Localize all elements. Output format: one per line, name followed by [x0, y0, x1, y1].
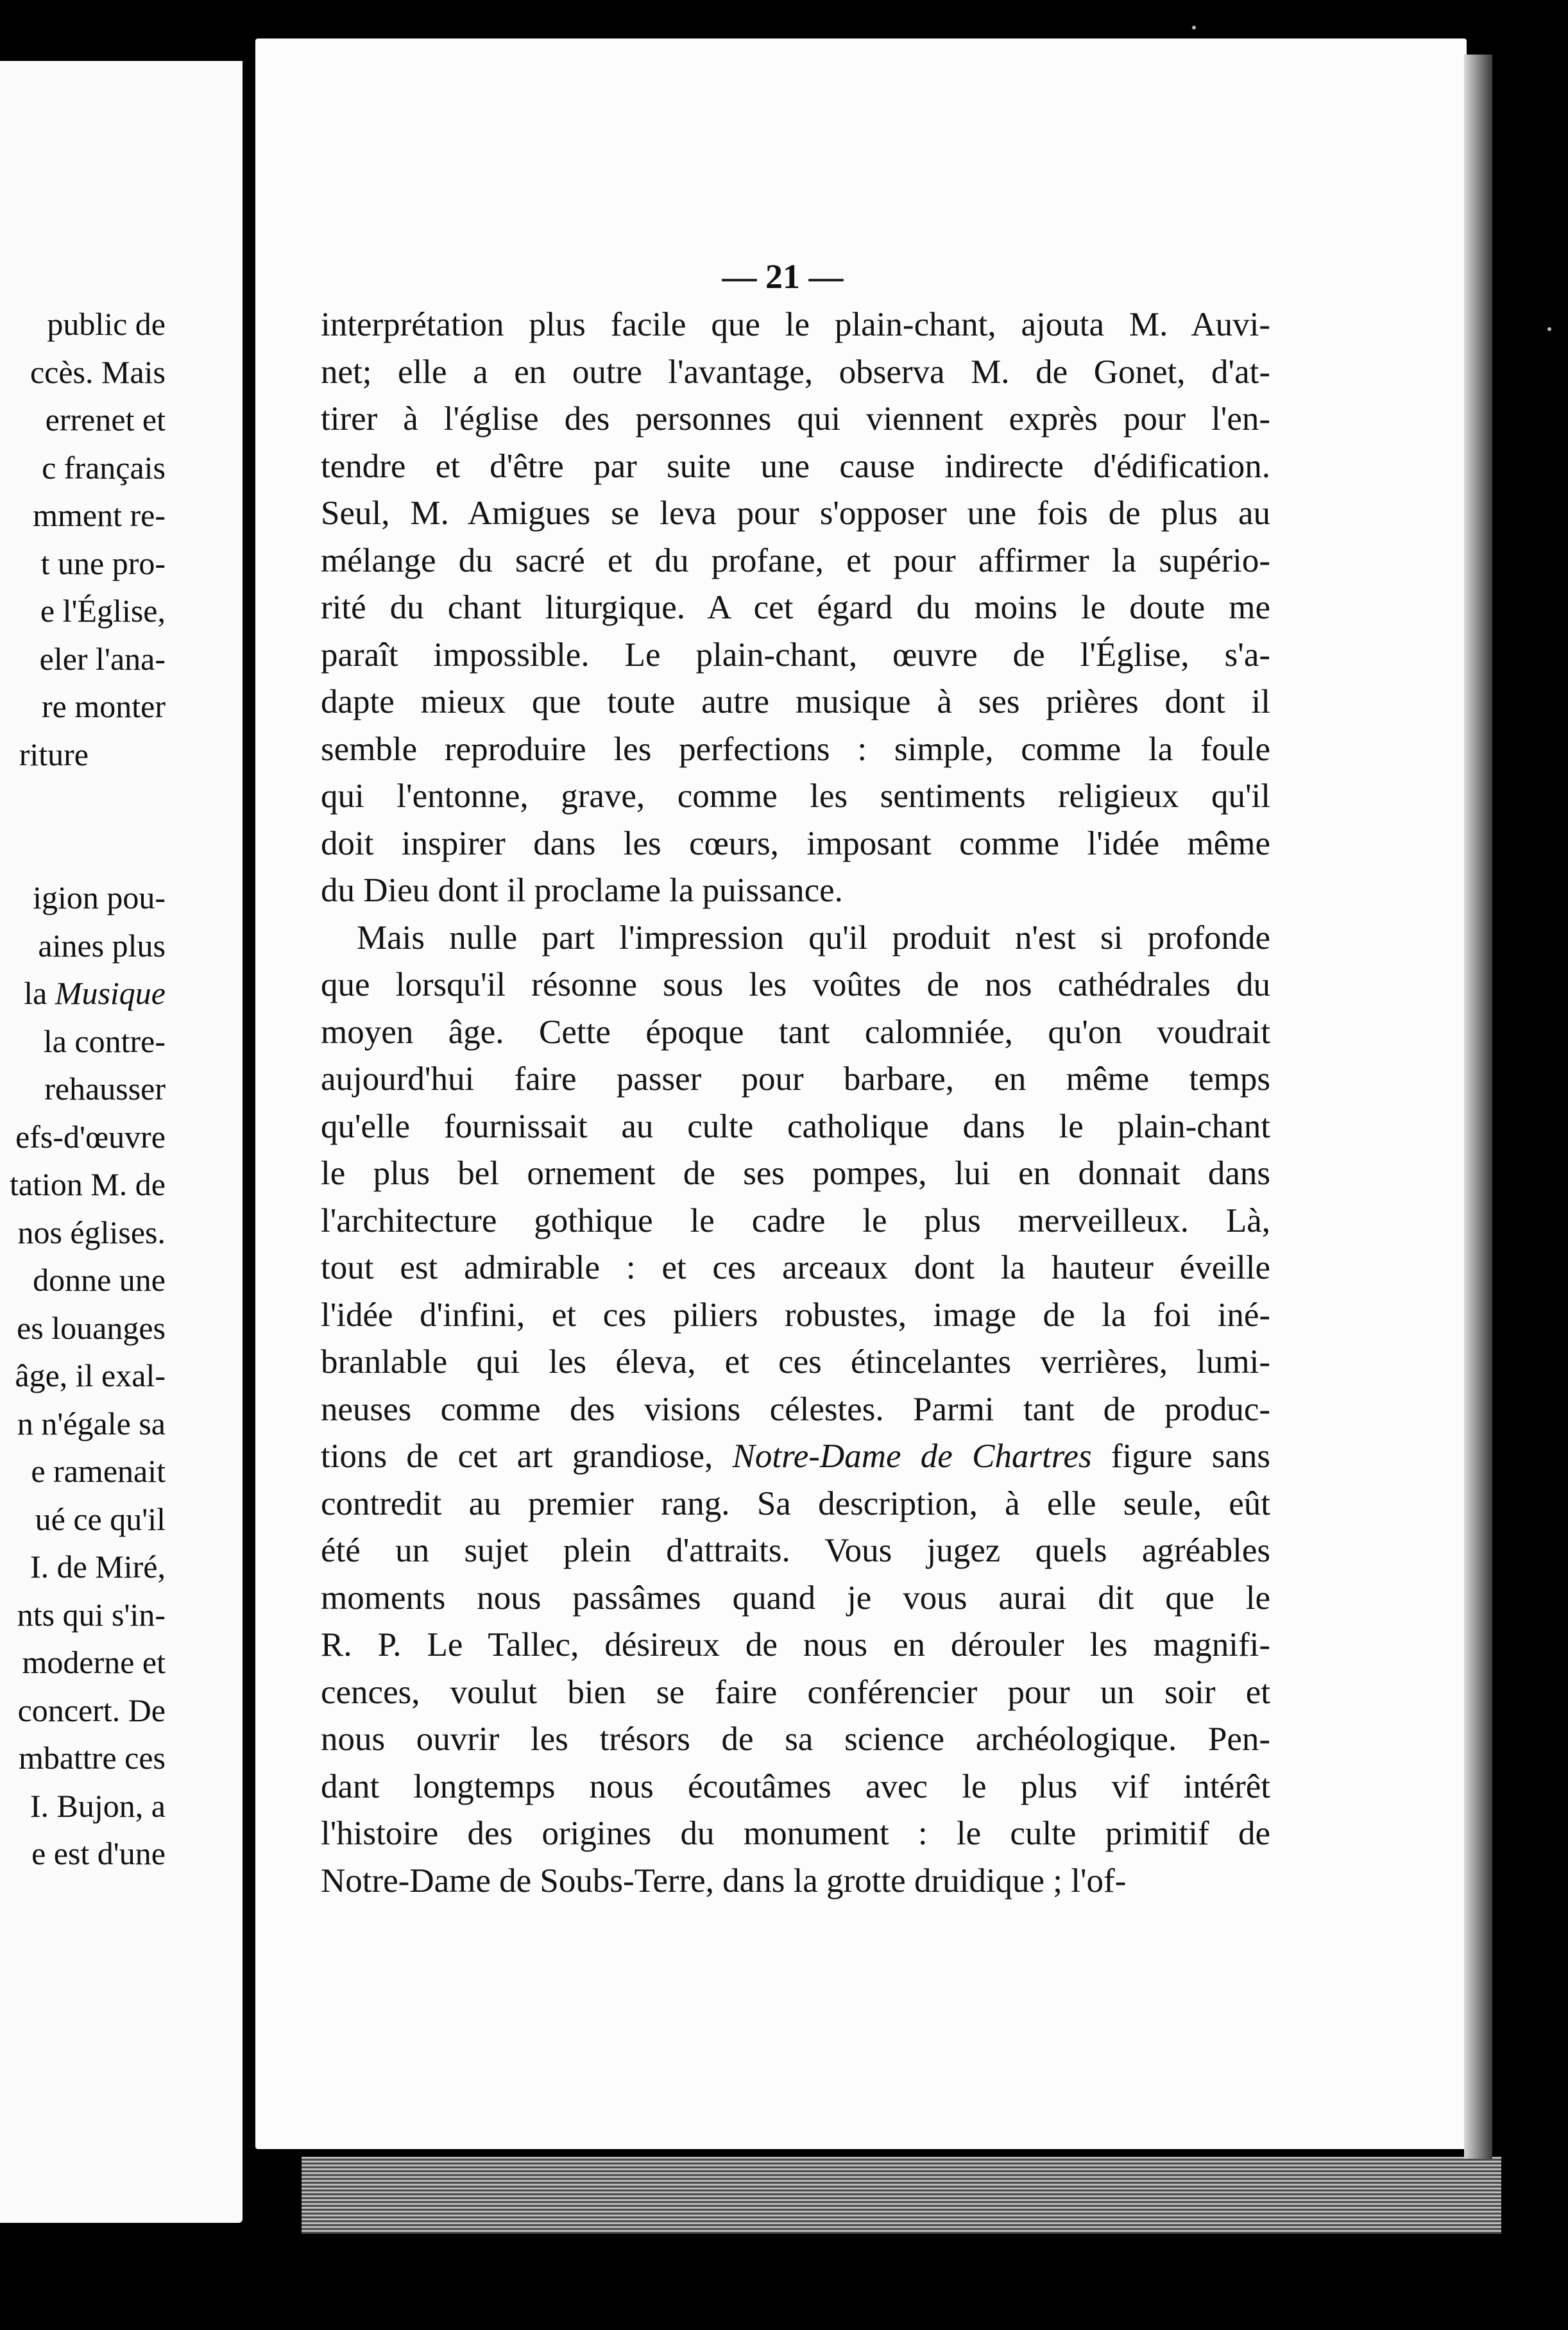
left-page-line: mment re-: [33, 497, 166, 533]
left-page-line: e est d'une: [31, 1835, 166, 1871]
left-page-line: e l'Église,: [40, 593, 166, 629]
body-line: contredit au premier rang. Sa description, à elle seule, eût: [321, 1484, 1270, 1522]
left-page-line: rehausser: [44, 1071, 166, 1107]
body-line: neuses comme des visions célestes. Parmi tant de produc-: [321, 1390, 1270, 1428]
left-page-line: âge, il exal-: [15, 1357, 166, 1393]
body-line: doit inspirer dans les cœurs, imposant comme l'idée même: [321, 824, 1270, 862]
body-line: l'architecture gothique le cadre le plus merveilleux. Là,: [321, 1202, 1270, 1239]
body-line: moments nous passâmes quand je vous aurai dit que le: [321, 1579, 1270, 1617]
left-page-line: errenet et: [45, 402, 166, 438]
left-page-line: re monter: [42, 688, 166, 724]
left-page-line: nos églises.: [17, 1214, 166, 1250]
left-page-line: n n'égale sa: [17, 1405, 166, 1441]
body-line: été un sujet plein d'attraits. Vous jugez quels agréables: [321, 1532, 1270, 1569]
body-line: le plus bel ornement de ses pompes, lui en donnait dans: [321, 1155, 1270, 1192]
left-page-line: riture: [19, 736, 89, 772]
body-line: tout est admirable : et ces arceaux dont la hauteur éveille: [321, 1249, 1270, 1286]
body-line: du Dieu dont il proclame la puissance.: [321, 872, 843, 909]
left-page-line: aines plus: [38, 927, 166, 964]
left-page-line: t une pro-: [40, 545, 166, 581]
left-page-line: mbattre ces: [18, 1740, 166, 1776]
body-line: rité du chant liturgique. A cet égard du moins le doute me: [321, 589, 1270, 626]
left-page-line: c français: [42, 449, 166, 486]
page-stack-right-edge: [1464, 55, 1492, 2159]
left-page-fragment: [0, 61, 243, 2223]
page-stack-bottom-edge: [302, 2157, 1501, 2234]
body-line: R. P. Le Tallec, désireux de nous en dérouler les magnifi-: [321, 1626, 1270, 1663]
body-line: interprétation plus facile que le plain-chant, ajouta M. Auvi-: [321, 306, 1270, 343]
dust-speck: [1192, 26, 1196, 30]
body-line: qu'elle fournissait au culte catholique dans le plain-chant: [321, 1107, 1270, 1145]
left-page-line: concert. De: [17, 1692, 166, 1728]
left-page-line: tation M. de: [9, 1166, 166, 1202]
body-line: tions de cet art grandiose, Notre-Dame de Chartres figure sans: [321, 1438, 1271, 1475]
body-text: [321, 302, 1270, 1905]
body-line: tendre et d'être par suite une cause indirecte d'édification.: [321, 447, 1270, 485]
body-line: tirer à l'église des personnes qui viennent exprès pour l'en-: [321, 400, 1270, 438]
body-line: Mais nulle part l'impression qu'il produit n'est si profonde: [357, 919, 1270, 957]
body-line: cences, voulut bien se faire conférencier pour un soir et: [321, 1673, 1270, 1711]
left-page-line: eler l'ana-: [39, 640, 166, 677]
body-line: dant longtemps nous écoutâmes avec le plus vif intérêt: [321, 1767, 1270, 1805]
body-line: dapte mieux que toute autre musique à ses prières dont il: [321, 683, 1270, 720]
left-page-line: efs-d'œuvre: [15, 1118, 166, 1155]
dust-speck: [1547, 327, 1551, 331]
left-page-line: ccès. Mais: [30, 353, 166, 390]
body-line: semble reproduire les perfections : simple, comme la foule: [321, 730, 1270, 768]
body-line: qui l'entonne, grave, comme les sentiments religieux qu'il: [321, 778, 1270, 815]
left-page-line: igion pou-: [33, 880, 166, 915]
body-line: paraît impossible. Le plain-chant, œuvre de l'Église, s'a-: [321, 636, 1270, 674]
page-number: — 21 —: [722, 257, 844, 296]
left-page-line: donne une: [33, 1262, 166, 1298]
left-page-line: I. Bujon, a: [30, 1787, 166, 1824]
body-line: aujourd'hui faire passer pour barbare, en même temps: [321, 1060, 1270, 1098]
body-line: l'idée d'infini, et ces piliers robustes, image de la foi iné-: [321, 1296, 1270, 1334]
body-line: que lorsqu'il résonne sous les voûtes de nos cathédrales du: [321, 966, 1270, 1003]
left-page-line: public de: [47, 306, 166, 342]
left-page-line: nts qui s'in-: [17, 1596, 166, 1633]
left-page-line: es louanges: [17, 1309, 166, 1346]
left-page-line: la contre-: [43, 1023, 166, 1059]
body-line: mélange du sacré et du profane, et pour affirmer la supério-: [321, 541, 1270, 579]
body-line: moyen âge. Cette époque tant calomniée, qu'on voudrait: [321, 1013, 1270, 1051]
body-line: l'histoire des origines du monument : le culte primitif de: [321, 1815, 1270, 1852]
left-page-line: ué ce qu'il: [35, 1501, 166, 1537]
body-line: nous ouvrir les trésors de sa science archéologique. Pen-: [321, 1721, 1270, 1758]
body-line: Notre-Dame de Soubs-Terre, dans la grotte druidique ; l'of-: [321, 1862, 1127, 1900]
body-line: net; elle a en outre l'avantage, observa M. de Gonet, d'at-: [321, 353, 1270, 391]
left-page-line: I. de Miré,: [30, 1549, 166, 1585]
left-page-line: e ramenait: [31, 1453, 166, 1489]
left-page-line: la Musique: [24, 975, 166, 1011]
body-line: Seul, M. Amigues se leva pour s'opposer une fois de plus au: [321, 495, 1270, 532]
left-page-line: moderne et: [22, 1644, 166, 1680]
body-line: branlable qui les éleva, et ces étincelantes verrières, lumi-: [321, 1343, 1270, 1381]
